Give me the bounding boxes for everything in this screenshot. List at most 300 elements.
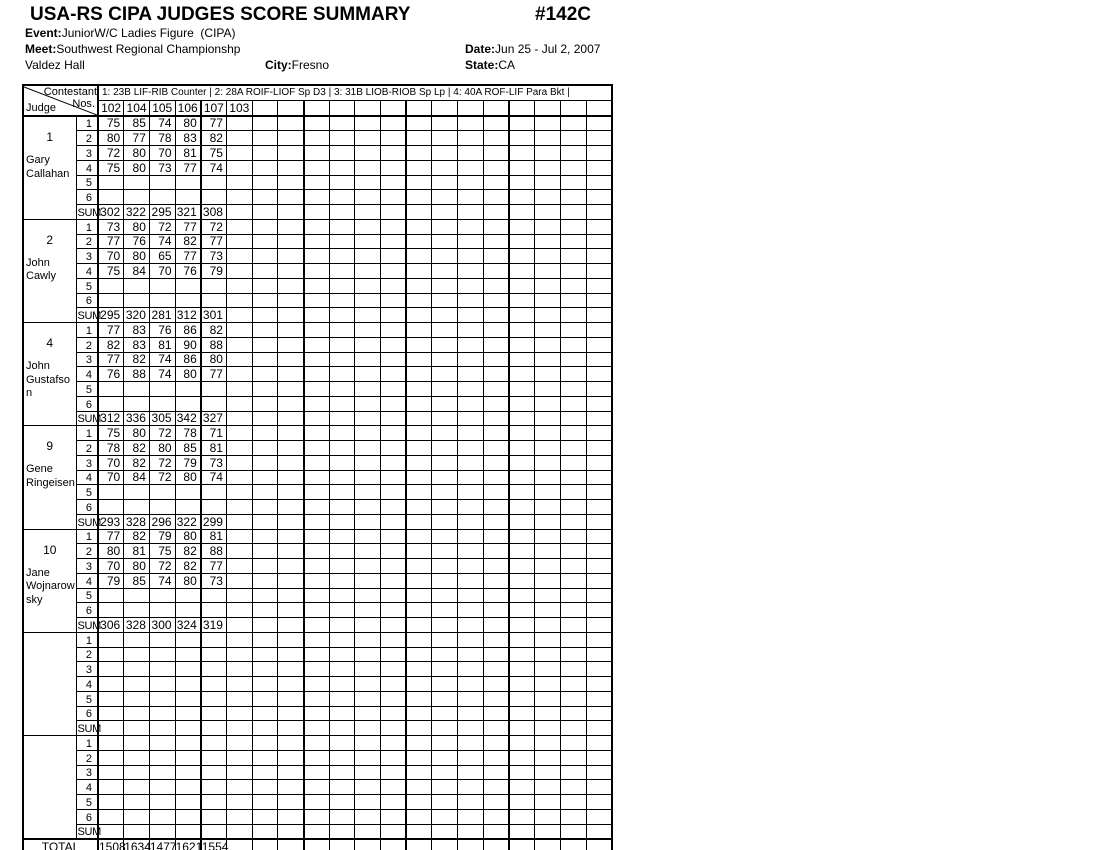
score-cell xyxy=(535,750,561,765)
sum-cell xyxy=(586,618,612,633)
sum-cell: 300 xyxy=(149,618,175,633)
sum-cell: 308 xyxy=(201,205,227,220)
score-cell xyxy=(175,500,201,515)
score-cell xyxy=(406,131,432,146)
row-label: 3 xyxy=(76,146,98,161)
score-cell xyxy=(483,426,509,441)
score-cell xyxy=(381,249,407,264)
row-label: 4 xyxy=(76,573,98,588)
score-cell xyxy=(355,234,381,249)
score-cell: 80 xyxy=(124,559,150,574)
score-cell xyxy=(149,662,175,677)
sum-cell: 328 xyxy=(124,618,150,633)
score-cell xyxy=(509,544,535,559)
score-cell xyxy=(175,603,201,618)
score-cell xyxy=(586,632,612,647)
score-cell xyxy=(278,529,304,544)
sum-cell xyxy=(252,721,278,736)
score-cell xyxy=(432,131,458,146)
score-cell: 77 xyxy=(201,116,227,131)
total-cell xyxy=(458,839,484,850)
score-cell xyxy=(560,559,586,574)
score-cell: 72 xyxy=(201,219,227,234)
total-cell: 1634 xyxy=(124,839,150,850)
score-cell xyxy=(432,544,458,559)
score-cell xyxy=(535,544,561,559)
score-cell xyxy=(149,485,175,500)
sum-cell xyxy=(329,618,355,633)
sum-cell xyxy=(535,618,561,633)
score-cell xyxy=(226,337,252,352)
score-cell xyxy=(535,264,561,279)
score-cell xyxy=(278,131,304,146)
score-cell xyxy=(252,426,278,441)
date-label: Date: xyxy=(465,42,496,56)
score-cell xyxy=(406,706,432,721)
sum-cell xyxy=(355,618,381,633)
row-label: 6 xyxy=(76,293,98,308)
score-cell xyxy=(432,278,458,293)
score-cell xyxy=(458,175,484,190)
score-cell xyxy=(98,603,124,618)
score-cell xyxy=(458,780,484,795)
score-cell xyxy=(278,470,304,485)
score-cell xyxy=(355,146,381,161)
state-value: CA xyxy=(498,58,516,72)
score-cell xyxy=(226,485,252,500)
score-cell xyxy=(381,441,407,456)
score-cell xyxy=(98,750,124,765)
score-cell xyxy=(175,662,201,677)
score-cell xyxy=(124,795,150,810)
score-cell xyxy=(252,234,278,249)
score-cell xyxy=(458,706,484,721)
score-cell xyxy=(535,559,561,574)
score-cell xyxy=(535,396,561,411)
score-cell xyxy=(509,323,535,338)
sum-cell xyxy=(381,308,407,323)
score-cell xyxy=(226,529,252,544)
score-cell: 75 xyxy=(98,160,124,175)
score-cell xyxy=(252,795,278,810)
sheet-number: #142C xyxy=(535,4,591,25)
score-cell xyxy=(175,780,201,795)
row-label: 1 xyxy=(76,736,98,751)
contestant-number xyxy=(329,100,355,116)
score-cell xyxy=(483,470,509,485)
score-cell xyxy=(560,485,586,500)
score-cell xyxy=(406,691,432,706)
score-cell xyxy=(406,529,432,544)
score-cell: 72 xyxy=(149,455,175,470)
score-cell xyxy=(124,485,150,500)
score-cell xyxy=(458,396,484,411)
score-cell xyxy=(509,396,535,411)
sum-cell xyxy=(509,618,535,633)
row-label: 4 xyxy=(76,264,98,279)
contestant-number xyxy=(560,100,586,116)
score-cell xyxy=(252,573,278,588)
score-cell xyxy=(355,750,381,765)
score-cell xyxy=(329,293,355,308)
score-cell xyxy=(226,559,252,574)
score-cell xyxy=(458,632,484,647)
score-cell xyxy=(278,736,304,751)
judge-number xyxy=(24,646,76,660)
score-cell xyxy=(98,278,124,293)
score-cell xyxy=(304,367,330,382)
score-cell xyxy=(278,795,304,810)
sum-cell: 328 xyxy=(124,514,150,529)
score-cell: 82 xyxy=(124,441,150,456)
sum-cell xyxy=(98,824,124,839)
meet-label: Meet: xyxy=(25,42,57,56)
contestant-number xyxy=(381,100,407,116)
sum-cell xyxy=(406,514,432,529)
score-cell xyxy=(175,795,201,810)
score-cell xyxy=(304,352,330,367)
score-cell xyxy=(381,588,407,603)
score-cell xyxy=(304,278,330,293)
score-cell xyxy=(381,264,407,279)
total-cell xyxy=(509,839,535,850)
score-cell xyxy=(432,632,458,647)
score-cell xyxy=(329,337,355,352)
sum-cell: 312 xyxy=(175,308,201,323)
score-cell xyxy=(509,455,535,470)
sum-cell xyxy=(226,618,252,633)
score-cell: 74 xyxy=(149,234,175,249)
score-cell xyxy=(509,441,535,456)
score-cell xyxy=(226,588,252,603)
score-cell xyxy=(509,293,535,308)
score-cell xyxy=(201,500,227,515)
score-cell xyxy=(304,146,330,161)
score-cell xyxy=(432,603,458,618)
sum-cell xyxy=(98,721,124,736)
score-cell xyxy=(226,500,252,515)
score-cell xyxy=(560,780,586,795)
score-cell xyxy=(304,795,330,810)
sum-cell xyxy=(535,411,561,426)
row-label: 1 xyxy=(76,426,98,441)
score-cell xyxy=(278,706,304,721)
score-cell: 80 xyxy=(175,470,201,485)
score-cell xyxy=(329,765,355,780)
score-cell xyxy=(355,175,381,190)
score-cell xyxy=(304,264,330,279)
sum-cell xyxy=(175,721,201,736)
sum-cell xyxy=(560,721,586,736)
score-cell xyxy=(329,352,355,367)
score-cell xyxy=(535,662,561,677)
score-cell xyxy=(535,647,561,662)
score-cell xyxy=(560,529,586,544)
score-cell xyxy=(509,529,535,544)
score-cell xyxy=(560,249,586,264)
score-cell xyxy=(278,219,304,234)
score-cell xyxy=(355,396,381,411)
score-cell xyxy=(201,736,227,751)
row-label: 5 xyxy=(76,175,98,190)
score-cell xyxy=(509,219,535,234)
score-cell xyxy=(535,529,561,544)
score-cell xyxy=(98,632,124,647)
row-label: 3 xyxy=(76,249,98,264)
score-cell xyxy=(304,750,330,765)
score-cell xyxy=(149,500,175,515)
score-cell xyxy=(252,323,278,338)
score-cell xyxy=(458,264,484,279)
sum-cell: 322 xyxy=(175,514,201,529)
score-cell xyxy=(304,190,330,205)
score-cell xyxy=(483,750,509,765)
score-cell xyxy=(560,573,586,588)
corner-cell xyxy=(23,85,98,116)
score-cell xyxy=(560,588,586,603)
score-cell xyxy=(149,691,175,706)
score-cell xyxy=(329,160,355,175)
score-cell xyxy=(535,219,561,234)
score-cell xyxy=(149,736,175,751)
score-cell xyxy=(458,573,484,588)
score-cell: 77 xyxy=(124,131,150,146)
score-cell xyxy=(278,264,304,279)
score-cell xyxy=(149,190,175,205)
score-cell xyxy=(535,691,561,706)
score-cell xyxy=(278,588,304,603)
score-cell xyxy=(381,160,407,175)
score-cell xyxy=(509,249,535,264)
score-cell xyxy=(304,809,330,824)
score-cell xyxy=(535,632,561,647)
score-cell xyxy=(98,588,124,603)
sum-cell xyxy=(252,411,278,426)
score-cell xyxy=(252,146,278,161)
score-table xyxy=(22,84,613,850)
score-cell xyxy=(226,396,252,411)
sum-cell xyxy=(458,308,484,323)
score-cell xyxy=(406,382,432,397)
score-cell xyxy=(381,750,407,765)
score-cell: 84 xyxy=(124,470,150,485)
score-cell xyxy=(406,116,432,131)
score-cell xyxy=(458,603,484,618)
sum-cell xyxy=(432,411,458,426)
score-cell xyxy=(355,691,381,706)
score-cell xyxy=(329,485,355,500)
total-cell: 1554 xyxy=(201,839,227,850)
score-cell xyxy=(560,264,586,279)
contestant-number xyxy=(304,100,330,116)
score-cell: 70 xyxy=(98,249,124,264)
score-cell xyxy=(226,323,252,338)
score-cell xyxy=(535,603,561,618)
score-cell xyxy=(432,382,458,397)
sum-cell: 301 xyxy=(201,308,227,323)
sum-cell xyxy=(535,205,561,220)
score-cell: 84 xyxy=(124,264,150,279)
score-cell: 82 xyxy=(124,352,150,367)
sum-cell xyxy=(458,514,484,529)
score-cell xyxy=(560,603,586,618)
score-cell xyxy=(278,500,304,515)
score-cell xyxy=(458,160,484,175)
score-cell xyxy=(98,382,124,397)
contestant-number xyxy=(355,100,381,116)
score-cell xyxy=(252,367,278,382)
row-label: 5 xyxy=(76,278,98,293)
score-cell xyxy=(98,677,124,692)
score-cell xyxy=(355,337,381,352)
score-cell xyxy=(201,485,227,500)
score-cell xyxy=(278,603,304,618)
event-value: JuniorW/C Ladies Figure (CIPA) xyxy=(61,26,236,40)
score-cell xyxy=(226,146,252,161)
score-cell xyxy=(201,780,227,795)
score-cell: 88 xyxy=(201,544,227,559)
score-cell xyxy=(175,588,201,603)
score-cell: 82 xyxy=(175,234,201,249)
score-cell xyxy=(149,750,175,765)
score-cell xyxy=(509,131,535,146)
score-cell xyxy=(278,544,304,559)
sum-cell xyxy=(483,618,509,633)
total-cell xyxy=(483,839,509,850)
sum-cell xyxy=(226,514,252,529)
contestant-number: 107 xyxy=(201,100,227,116)
score-cell xyxy=(355,323,381,338)
score-cell xyxy=(458,367,484,382)
score-cell xyxy=(535,780,561,795)
score-cell xyxy=(149,809,175,824)
score-cell xyxy=(98,662,124,677)
score-cell xyxy=(226,795,252,810)
score-cell xyxy=(432,337,458,352)
score-cell xyxy=(355,455,381,470)
score-cell xyxy=(406,426,432,441)
score-cell: 77 xyxy=(175,160,201,175)
score-cell xyxy=(175,485,201,500)
score-cell xyxy=(226,382,252,397)
score-cell xyxy=(560,544,586,559)
score-cell xyxy=(458,765,484,780)
score-cell: 85 xyxy=(124,116,150,131)
score-cell xyxy=(432,529,458,544)
sum-cell xyxy=(483,721,509,736)
score-cell xyxy=(226,131,252,146)
sum-cell: 342 xyxy=(175,411,201,426)
score-cell xyxy=(586,706,612,721)
score-cell xyxy=(483,736,509,751)
sum-cell xyxy=(586,411,612,426)
score-cell xyxy=(304,249,330,264)
sum-cell xyxy=(355,721,381,736)
score-cell xyxy=(124,691,150,706)
score-cell xyxy=(560,455,586,470)
score-cell xyxy=(304,337,330,352)
row-label: 4 xyxy=(76,677,98,692)
score-cell: 72 xyxy=(98,146,124,161)
sum-cell xyxy=(355,514,381,529)
score-cell xyxy=(355,470,381,485)
sum-cell xyxy=(458,205,484,220)
score-cell: 80 xyxy=(175,573,201,588)
score-cell: 79 xyxy=(149,529,175,544)
score-cell: 74 xyxy=(149,367,175,382)
score-cell xyxy=(355,131,381,146)
sum-cell xyxy=(355,824,381,839)
score-cell xyxy=(252,485,278,500)
city-line xyxy=(265,58,329,72)
score-cell xyxy=(535,382,561,397)
row-label: SUM xyxy=(76,308,98,323)
total-cell xyxy=(586,839,612,850)
total-cell xyxy=(535,839,561,850)
score-cell xyxy=(329,367,355,382)
score-cell xyxy=(509,706,535,721)
score-cell xyxy=(381,632,407,647)
score-cell xyxy=(226,234,252,249)
score-cell xyxy=(535,131,561,146)
contestant-number: 105 xyxy=(149,100,175,116)
score-cell xyxy=(406,544,432,559)
score-cell: 70 xyxy=(98,470,124,485)
score-cell xyxy=(586,544,612,559)
score-cell xyxy=(406,396,432,411)
score-cell xyxy=(355,500,381,515)
score-cell xyxy=(560,190,586,205)
score-cell xyxy=(560,662,586,677)
activities-header: 1: 23B LIF-RIB Counter | 2: 28A ROIF-LIOF Sp D3 | 3: 31B LIOB-RIOB Sp Lp | 4: 40A ROF-LIF Para Bkt | xyxy=(98,85,612,100)
score-cell xyxy=(304,736,330,751)
score-cell xyxy=(586,750,612,765)
score-cell xyxy=(509,470,535,485)
row-label: SUM xyxy=(76,514,98,529)
sum-cell: 299 xyxy=(201,514,227,529)
score-cell xyxy=(124,382,150,397)
score-cell: 82 xyxy=(175,559,201,574)
score-cell xyxy=(406,750,432,765)
score-cell: 79 xyxy=(98,573,124,588)
score-cell xyxy=(304,691,330,706)
score-cell xyxy=(329,647,355,662)
judge-name: Gary Callahan xyxy=(26,154,70,180)
score-cell xyxy=(406,234,432,249)
score-cell xyxy=(432,765,458,780)
score-cell xyxy=(124,750,150,765)
score-cell xyxy=(278,323,304,338)
score-cell xyxy=(329,588,355,603)
meet-line xyxy=(25,42,240,56)
score-cell xyxy=(432,264,458,279)
score-cell xyxy=(432,750,458,765)
row-label: 5 xyxy=(76,485,98,500)
score-cell xyxy=(560,352,586,367)
score-cell xyxy=(355,219,381,234)
sum-cell xyxy=(278,824,304,839)
score-cell xyxy=(560,131,586,146)
score-cell xyxy=(304,500,330,515)
score-cell xyxy=(586,573,612,588)
sum-cell xyxy=(252,205,278,220)
score-cell xyxy=(483,691,509,706)
score-cell xyxy=(535,234,561,249)
sum-cell: 295 xyxy=(149,205,175,220)
judge-cell xyxy=(23,529,76,632)
judge-cell xyxy=(23,323,76,426)
score-cell xyxy=(432,160,458,175)
